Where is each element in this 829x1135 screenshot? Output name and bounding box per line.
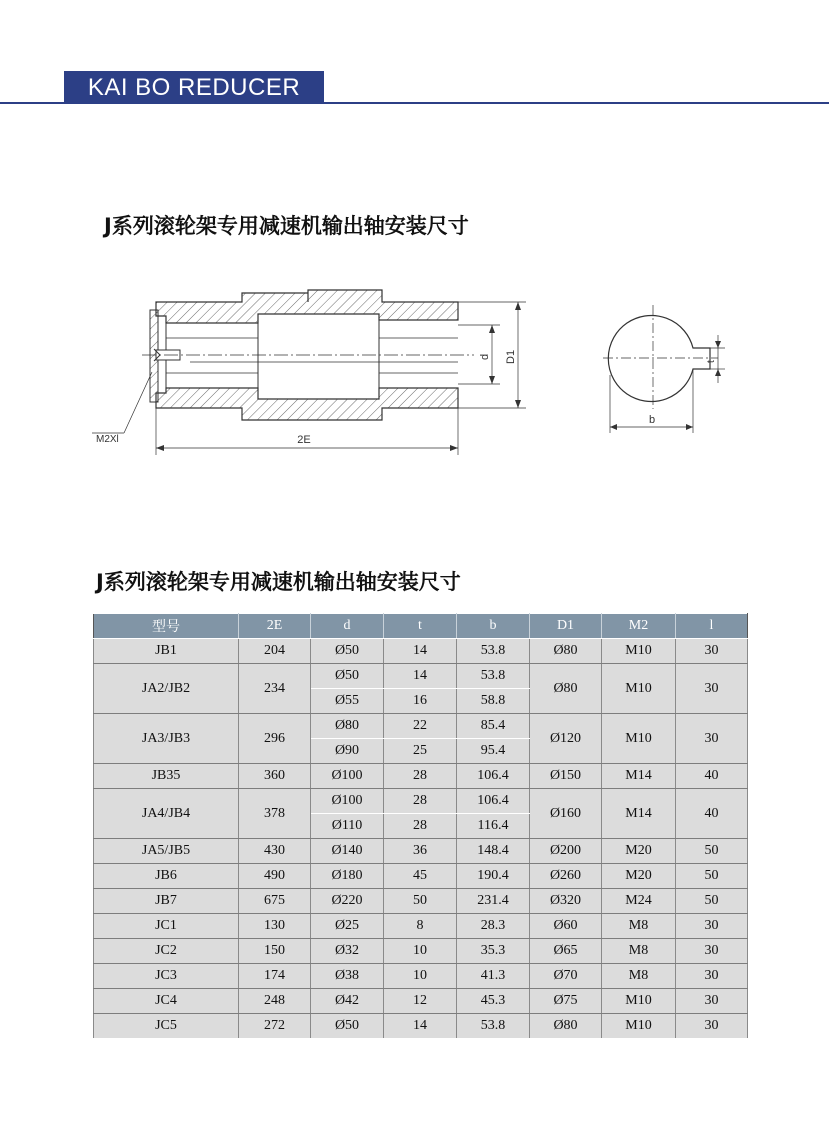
cell-l: 40	[676, 789, 748, 839]
table-row	[94, 889, 748, 914]
cell-d1: Ø260	[530, 864, 602, 889]
table-title: J系列滚轮架专用减速机输出轴安装尺寸	[96, 570, 461, 594]
cell-b: 85.4	[457, 714, 530, 739]
cell-t: 25	[384, 739, 457, 764]
cell-l: 30	[676, 1014, 748, 1039]
cell-d1: Ø150	[530, 764, 602, 789]
cell-d1: Ø80	[530, 664, 602, 714]
dim-m2xl-label: M2Xl	[96, 434, 119, 445]
cell-m2: M10	[602, 714, 676, 764]
header-model: 型号	[94, 614, 239, 639]
cell-m2: M10	[602, 664, 676, 714]
cell-d1: Ø320	[530, 889, 602, 914]
cell-2e: 430	[239, 839, 311, 864]
cell-l: 30	[676, 989, 748, 1014]
cell-2e: 272	[239, 1014, 311, 1039]
table-row	[94, 964, 748, 989]
cell-t: 45	[384, 864, 457, 889]
cell-l: 50	[676, 864, 748, 889]
cell-model: JC5	[94, 1014, 239, 1039]
cell-d1: Ø75	[530, 989, 602, 1014]
cell-2e: 360	[239, 764, 311, 789]
cell-t: 22	[384, 714, 457, 739]
cell-b: 106.4	[457, 789, 530, 814]
cell-b: 28.3	[457, 914, 530, 939]
cell-d: Ø55	[311, 689, 384, 714]
cell-m2: M10	[602, 639, 676, 664]
cell-b: 53.8	[457, 664, 530, 689]
cell-2e: 234	[239, 664, 311, 714]
cell-d: Ø140	[311, 839, 384, 864]
cell-m2: M14	[602, 764, 676, 789]
cell-b: 190.4	[457, 864, 530, 889]
header-d: d	[311, 614, 384, 639]
cell-model: JA2/JB2	[94, 664, 239, 714]
cell-model: JC1	[94, 914, 239, 939]
cell-model: JC3	[94, 964, 239, 989]
cell-m2: M10	[602, 1014, 676, 1039]
cell-t: 28	[384, 814, 457, 839]
cell-d1: Ø60	[530, 914, 602, 939]
cell-b: 45.3	[457, 989, 530, 1014]
dim-d1-label: D1	[505, 349, 517, 364]
cell-d: Ø50	[311, 664, 384, 689]
cell-2e: 248	[239, 989, 311, 1014]
cell-2e: 490	[239, 864, 311, 889]
cell-model: JA4/JB4	[94, 789, 239, 839]
cell-d1: Ø80	[530, 639, 602, 664]
cell-t: 8	[384, 914, 457, 939]
cell-b: 116.4	[457, 814, 530, 839]
dim-2e-label: 2E	[297, 434, 311, 446]
cell-b: 95.4	[457, 739, 530, 764]
cell-t: 28	[384, 764, 457, 789]
cell-l: 50	[676, 839, 748, 864]
cell-model: JA5/JB5	[94, 839, 239, 864]
cell-b: 106.4	[457, 764, 530, 789]
cell-d: Ø80	[311, 714, 384, 739]
cell-2e: 130	[239, 914, 311, 939]
cell-d1: Ø200	[530, 839, 602, 864]
cell-b: 53.8	[457, 639, 530, 664]
cell-d: Ø180	[311, 864, 384, 889]
cell-d: Ø38	[311, 964, 384, 989]
cell-t: 10	[384, 939, 457, 964]
cell-m2: M8	[602, 914, 676, 939]
dim-b-label: b	[648, 414, 656, 426]
cell-d: Ø100	[311, 789, 384, 814]
diagram-title: J系列滚轮架专用减速机输出轴安装尺寸	[104, 214, 469, 238]
cell-d: Ø100	[311, 764, 384, 789]
cell-l: 30	[676, 639, 748, 664]
cell-l: 40	[676, 764, 748, 789]
header-l: l	[676, 614, 748, 639]
cell-t: 14	[384, 639, 457, 664]
header-b: b	[457, 614, 530, 639]
cell-d: Ø25	[311, 914, 384, 939]
cell-d: Ø42	[311, 989, 384, 1014]
cell-2e: 675	[239, 889, 311, 914]
cell-m2: M8	[602, 939, 676, 964]
cell-d: Ø50	[311, 1014, 384, 1039]
cell-t: 50	[384, 889, 457, 914]
cell-t: 10	[384, 964, 457, 989]
header-m2: M2	[602, 614, 676, 639]
table-row	[94, 714, 748, 739]
dim-t-label: t	[706, 360, 717, 363]
header-t: t	[384, 614, 457, 639]
cell-model: JB35	[94, 764, 239, 789]
cell-2e: 296	[239, 714, 311, 764]
cell-2e: 378	[239, 789, 311, 839]
table-row	[94, 1014, 748, 1039]
cell-d1: Ø80	[530, 1014, 602, 1039]
cell-m2: M20	[602, 864, 676, 889]
table-row	[94, 664, 748, 689]
dim-d-label: d	[479, 353, 491, 360]
header-d1: D1	[530, 614, 602, 639]
cell-m2: M14	[602, 789, 676, 839]
brand-name: KAI BO REDUCER	[87, 74, 301, 101]
cell-l: 30	[676, 939, 748, 964]
cell-d1: Ø120	[530, 714, 602, 764]
cell-b: 35.3	[457, 939, 530, 964]
cell-t: 12	[384, 989, 457, 1014]
cell-d1: Ø160	[530, 789, 602, 839]
cell-model: JB1	[94, 639, 239, 664]
cell-l: 30	[676, 714, 748, 764]
cell-model: JB6	[94, 864, 239, 889]
brand-banner	[64, 71, 324, 104]
cell-m2: M20	[602, 839, 676, 864]
cell-d1: Ø65	[530, 939, 602, 964]
cell-d: Ø50	[311, 639, 384, 664]
cell-l: 30	[676, 664, 748, 714]
cell-b: 53.8	[457, 1014, 530, 1039]
cell-t: 28	[384, 789, 457, 814]
cell-d1: Ø70	[530, 964, 602, 989]
table-row	[94, 989, 748, 1014]
table-row	[94, 639, 748, 664]
cell-m2: M8	[602, 964, 676, 989]
table-header-row	[94, 614, 748, 639]
table-row	[94, 939, 748, 964]
header-2e: 2E	[239, 614, 311, 639]
cell-model: JC4	[94, 989, 239, 1014]
cell-2e: 174	[239, 964, 311, 989]
shaft-key-section-diagram	[600, 305, 730, 435]
cell-l: 30	[676, 964, 748, 989]
cell-t: 14	[384, 1014, 457, 1039]
table-row	[94, 764, 748, 789]
cell-t: 16	[384, 689, 457, 714]
cell-2e: 204	[239, 639, 311, 664]
table-row	[94, 864, 748, 889]
cell-b: 148.4	[457, 839, 530, 864]
cell-b: 41.3	[457, 964, 530, 989]
spec-table	[93, 613, 748, 1039]
cell-t: 14	[384, 664, 457, 689]
table-row	[94, 789, 748, 814]
table-row	[94, 839, 748, 864]
cell-b: 58.8	[457, 689, 530, 714]
cell-b: 231.4	[457, 889, 530, 914]
cell-d: Ø90	[311, 739, 384, 764]
cell-d: Ø110	[311, 814, 384, 839]
cell-t: 36	[384, 839, 457, 864]
cell-m2: M24	[602, 889, 676, 914]
cell-model: JB7	[94, 889, 239, 914]
cell-l: 30	[676, 914, 748, 939]
cell-model: JC2	[94, 939, 239, 964]
cell-m2: M10	[602, 989, 676, 1014]
cell-d: Ø32	[311, 939, 384, 964]
cell-model: JA3/JB3	[94, 714, 239, 764]
cell-l: 50	[676, 889, 748, 914]
shaft-cross-section-diagram	[90, 280, 540, 455]
cell-2e: 150	[239, 939, 311, 964]
table-row	[94, 914, 748, 939]
cell-d: Ø220	[311, 889, 384, 914]
